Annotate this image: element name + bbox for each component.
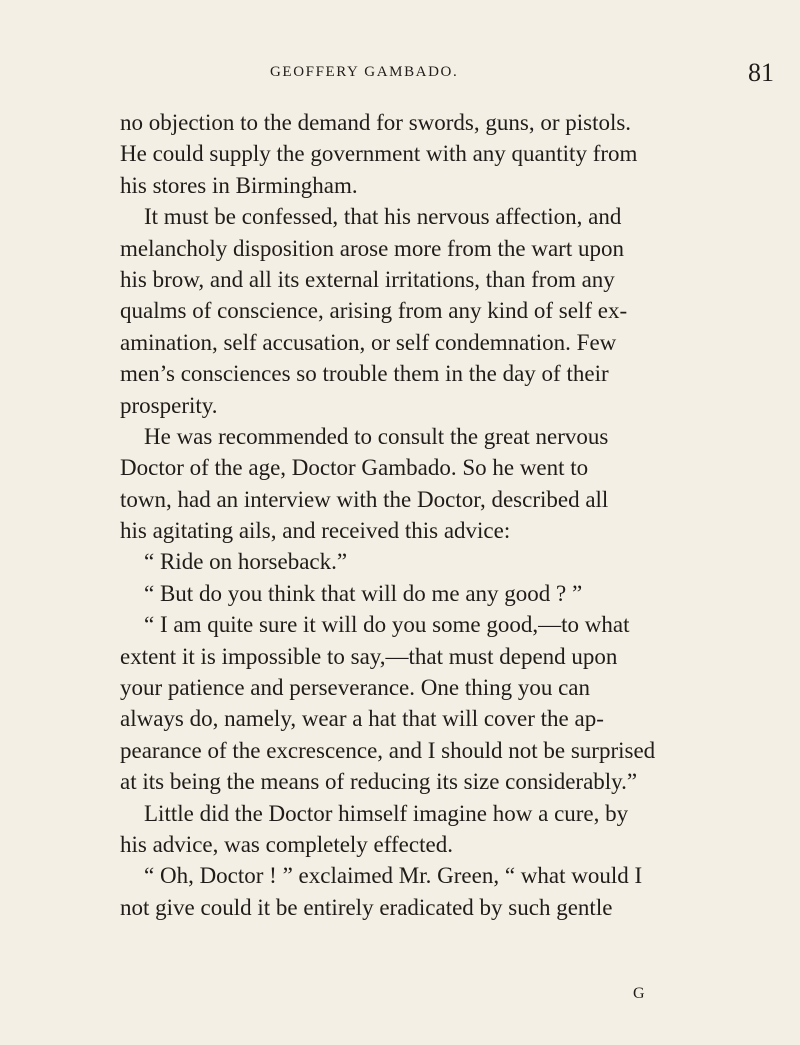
dialogue-line: “ Oh, Doctor ! ” exclaimed Mr. Green, “ what would I: [144, 863, 643, 889]
dialogue-line: “ But do you think that will do me any good ? ”: [144, 580, 583, 606]
body-text: [120, 107, 800, 923]
text-line: his brow, and all its external irritations, than from any: [120, 266, 615, 292]
text-line: at its being the means of reducing its size considerably.”: [120, 769, 638, 795]
running-head: [120, 58, 800, 88]
dialogue-line: “ I am quite sure it will do you some good,—to what: [144, 612, 630, 638]
paragraph-start-line: It must be confessed, that his nervous affection, and: [144, 204, 622, 230]
text-line: his agitating ails, and received this advice:: [120, 518, 511, 544]
text-line: qualms of conscience, arising from any kind of self ex-: [120, 298, 628, 324]
text-line: men’s consciences so trouble them in the day of their: [120, 361, 609, 387]
text-line: no objection to the demand for swords, guns, or pistols.: [120, 110, 632, 135]
text-line: Doctor of the age, Doctor Gambado. So he went to: [120, 455, 589, 481]
text-line: pearance of the excrescence, and I should not be surprised: [120, 737, 656, 763]
text-line: your patience and perseverance. One thing you can: [120, 675, 591, 701]
text-line: his advice, was completely effected.: [120, 831, 453, 857]
page-number: 81: [748, 58, 774, 87]
text-line: always do, namely, wear a hat that will cover the ap-: [120, 706, 604, 732]
text-line: amination, self accusation, or self condemnation. Few: [120, 329, 617, 355]
text-line: town, had an interview with the Doctor, described all: [120, 486, 609, 512]
paragraph-start-line: Little did the Doctor himself imagine how a cure, by: [144, 800, 629, 826]
text-line: prosperity.: [120, 392, 218, 418]
running-title: GEOFFERY GAMBADO.: [270, 64, 459, 80]
text-line: his stores in Birmingham.: [120, 172, 358, 198]
text-line: He could supply the government with any quantity from: [120, 141, 638, 167]
text-line: melancholy disposition arose more from the wart upon: [120, 235, 624, 261]
paragraph-start-line: He was recommended to consult the great nervous: [144, 423, 609, 449]
signature-mark: G: [633, 985, 645, 1002]
text-line: extent it is impossible to say,—that must depend upon: [120, 643, 618, 669]
text-line: not give could it be entirely eradicated by such gentle: [120, 894, 613, 920]
dialogue-line: “ Ride on horseback.”: [144, 549, 348, 575]
